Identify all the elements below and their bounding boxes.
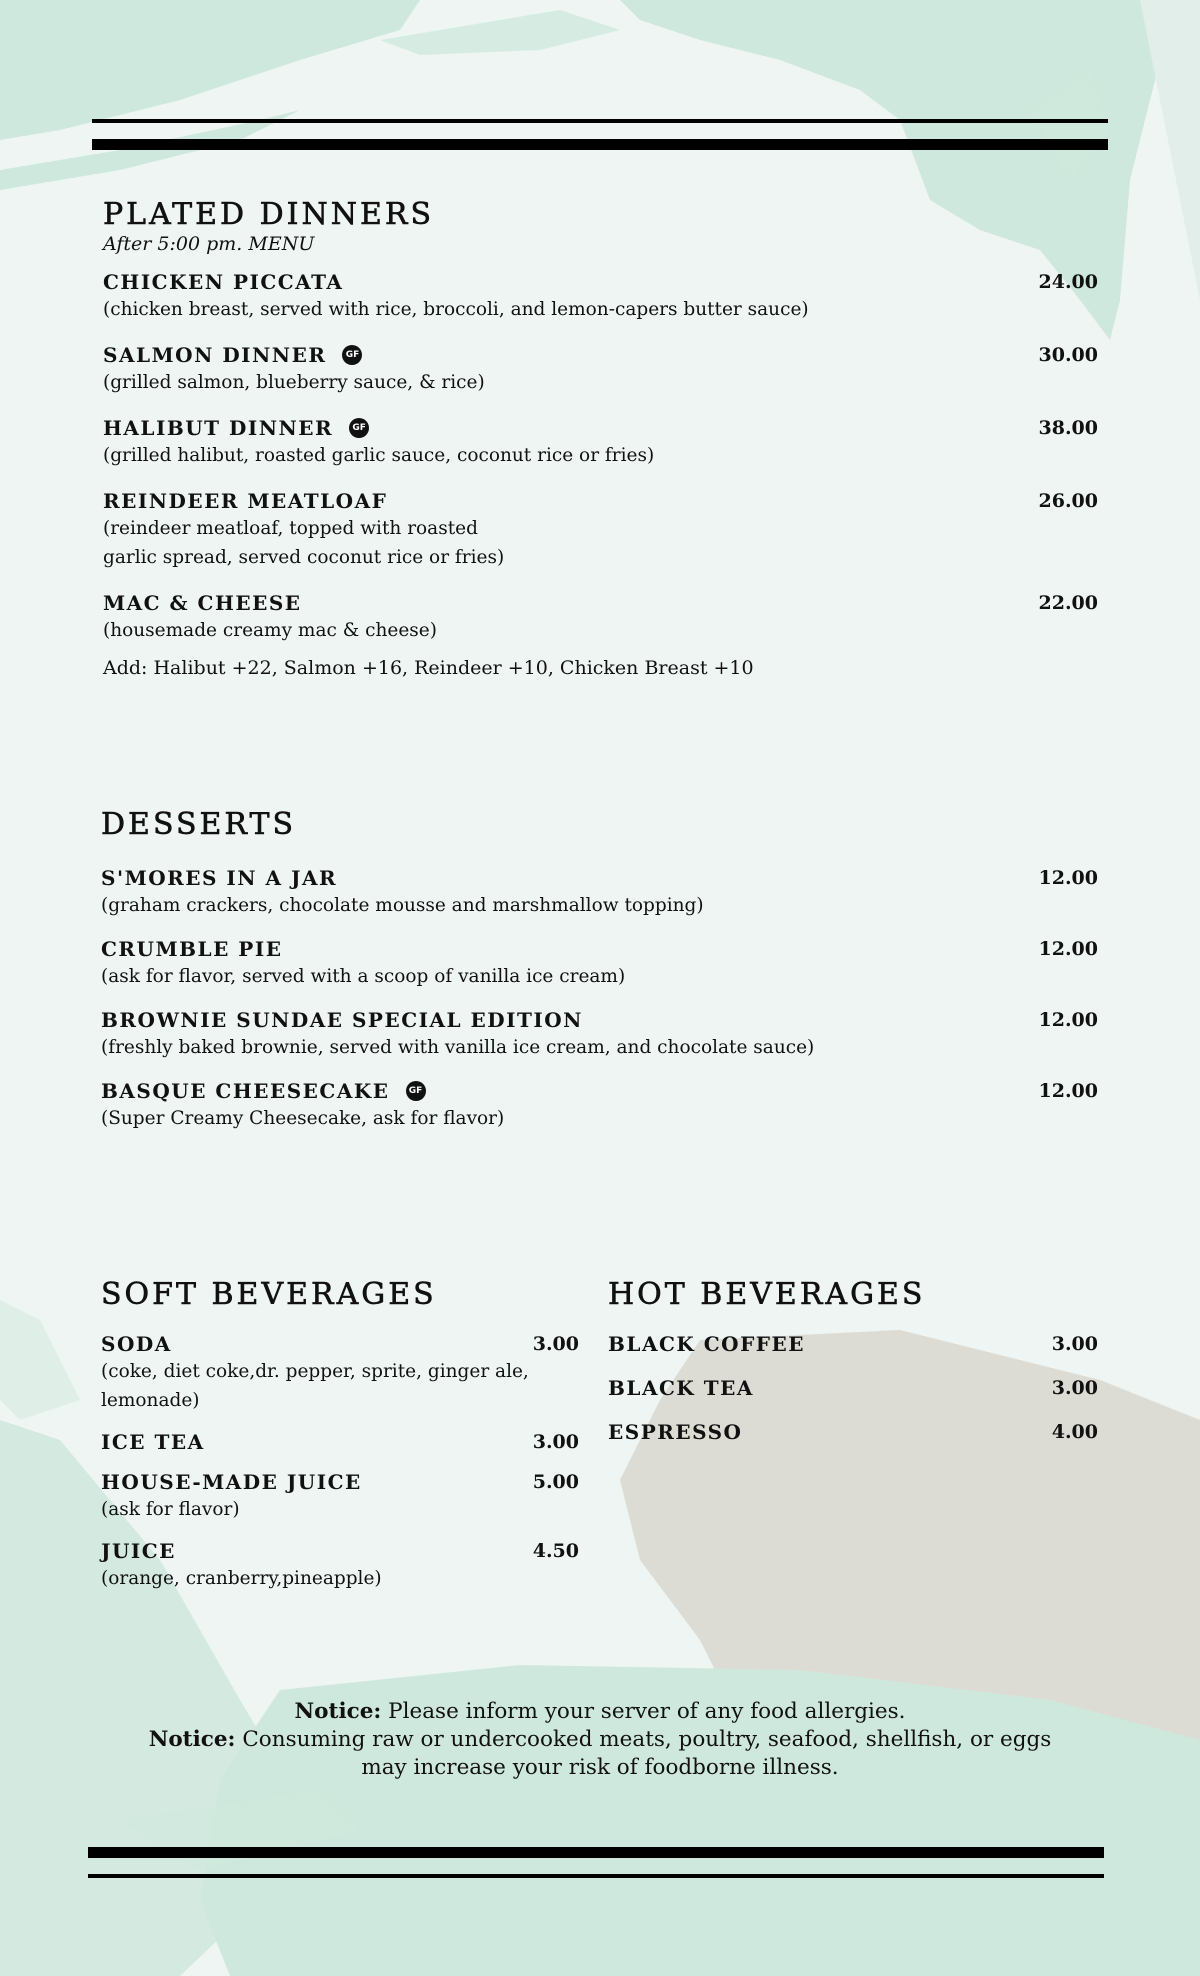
notice-text: Consuming raw or undercooked meats, poultry, seafood, shellfish, or eggs bbox=[235, 1727, 1052, 1752]
item-name bbox=[101, 1007, 1098, 1033]
menu-item bbox=[101, 1078, 1098, 1133]
item-price: 26.00 bbox=[1038, 490, 1098, 512]
item-name bbox=[101, 1429, 579, 1455]
add-on-note: Add: Halibut +22, Salmon +16, Reindeer +10, Chicken Breast +10 bbox=[103, 657, 754, 679]
soft-beverages-section bbox=[101, 1278, 579, 1593]
item-description: (housemade creamy mac & cheese) bbox=[103, 620, 437, 641]
desserts-section bbox=[101, 808, 1098, 1133]
item-name-text: ICE TEA bbox=[101, 1430, 205, 1454]
section-title: SOFT BEVERAGES bbox=[101, 1277, 437, 1312]
item-price: 12.00 bbox=[1038, 1009, 1098, 1031]
item-name bbox=[101, 865, 1098, 891]
item-name bbox=[608, 1419, 1098, 1445]
menu-item bbox=[103, 415, 1098, 470]
menu-item-list bbox=[608, 1331, 1098, 1445]
item-name-text: S'MORES IN A JAR bbox=[101, 866, 338, 890]
top-rule-thick bbox=[92, 139, 1108, 150]
gluten-free-icon: GF bbox=[349, 418, 369, 438]
menu-item bbox=[101, 1538, 579, 1593]
item-description: (chicken breast, served with rice, broccoli, and lemon-capers butter sauce) bbox=[103, 299, 809, 320]
section-subtitle: After 5:00 pm. MENU bbox=[103, 233, 315, 255]
item-description: (ask for flavor) bbox=[101, 1499, 240, 1520]
item-description: (ask for flavor, served with a scoop of vanilla ice cream) bbox=[101, 966, 626, 987]
menu-item bbox=[101, 1007, 1098, 1062]
item-description: lemonade) bbox=[101, 1390, 200, 1411]
item-name bbox=[101, 1331, 579, 1357]
section-title: HOT BEVERAGES bbox=[608, 1277, 926, 1312]
item-name bbox=[103, 269, 1098, 295]
bottom-rule-thin bbox=[88, 1874, 1104, 1878]
notice-text: Please inform your server of any food allergies. bbox=[381, 1699, 906, 1724]
menu-item-list bbox=[101, 865, 1098, 1133]
section-title: DESSERTS bbox=[101, 807, 297, 842]
item-name bbox=[608, 1375, 1098, 1401]
item-name bbox=[103, 590, 1098, 616]
item-description: (orange, cranberry,pineapple) bbox=[101, 1568, 382, 1589]
item-description: (reindeer meatloaf, topped with roasted bbox=[103, 518, 478, 539]
item-description: (freshly baked brownie, served with vanilla ice cream, and chocolate sauce) bbox=[101, 1037, 815, 1058]
item-name-text: REINDEER MEATLOAF bbox=[103, 489, 388, 513]
notice-label: Notice: bbox=[294, 1699, 382, 1724]
item-description: (grilled salmon, blueberry sauce, & rice) bbox=[103, 372, 485, 393]
gluten-free-icon: GF bbox=[406, 1081, 426, 1101]
bottom-rule-thick bbox=[88, 1847, 1104, 1858]
item-name-text: CHICKEN PICCATA bbox=[103, 270, 344, 294]
menu-item bbox=[101, 1429, 579, 1455]
menu-item bbox=[103, 590, 1098, 645]
gluten-free-icon: GF bbox=[342, 345, 362, 365]
item-name-text: JUICE bbox=[101, 1539, 176, 1563]
item-price: 22.00 bbox=[1038, 592, 1098, 614]
item-description: (Super Creamy Cheesecake, ask for flavor) bbox=[101, 1108, 505, 1129]
menu-item bbox=[608, 1331, 1098, 1357]
menu-item bbox=[608, 1419, 1098, 1445]
item-price: 3.00 bbox=[532, 1333, 579, 1355]
item-price: 12.00 bbox=[1038, 867, 1098, 889]
item-name-text: BASQUE CHEESECAKE bbox=[101, 1079, 390, 1103]
item-description: garlic spread, served coconut rice or fries) bbox=[103, 547, 505, 568]
item-price: 5.00 bbox=[532, 1471, 579, 1493]
menu-item bbox=[101, 1331, 579, 1415]
item-name-text: HOUSE-MADE JUICE bbox=[101, 1470, 362, 1494]
item-name bbox=[608, 1331, 1098, 1357]
item-price: 4.50 bbox=[532, 1540, 579, 1562]
item-name bbox=[101, 936, 1098, 962]
item-price: 12.00 bbox=[1038, 1080, 1098, 1102]
menu-item bbox=[103, 269, 1098, 324]
item-name bbox=[103, 415, 1098, 441]
item-name-text: SALMON DINNER bbox=[103, 343, 327, 367]
item-name-text: BLACK TEA bbox=[608, 1376, 754, 1400]
item-name-text: HALIBUT DINNER bbox=[103, 416, 334, 440]
hot-beverages-section bbox=[608, 1278, 1098, 1445]
item-name-text: BLACK COFFEE bbox=[608, 1332, 805, 1356]
item-price: 3.00 bbox=[1051, 1377, 1098, 1399]
item-name-text: BROWNIE SUNDAE SPECIAL EDITION bbox=[101, 1008, 583, 1032]
item-price: 24.00 bbox=[1038, 271, 1098, 293]
item-price: 3.00 bbox=[1051, 1333, 1098, 1355]
menu-item-list bbox=[101, 1331, 579, 1593]
notice-label: Notice: bbox=[148, 1727, 236, 1752]
item-name bbox=[101, 1078, 1098, 1104]
item-price: 3.00 bbox=[532, 1431, 579, 1453]
item-price: 38.00 bbox=[1038, 417, 1098, 439]
item-name bbox=[101, 1538, 579, 1564]
item-name-text: CRUMBLE PIE bbox=[101, 937, 283, 961]
item-name bbox=[103, 342, 1098, 368]
item-name-text: SODA bbox=[101, 1332, 172, 1356]
item-name-text: ESPRESSO bbox=[608, 1420, 743, 1444]
item-price: 30.00 bbox=[1038, 344, 1098, 366]
item-description: (grilled halibut, roasted garlic sauce, coconut rice or fries) bbox=[103, 445, 655, 466]
menu-item-list bbox=[103, 269, 1098, 645]
menu-item bbox=[608, 1375, 1098, 1401]
plated-dinners-section bbox=[103, 198, 1098, 679]
notice-text: may increase your risk of foodborne illness. bbox=[361, 1755, 839, 1780]
menu-item bbox=[101, 936, 1098, 991]
item-name-text: MAC & CHEESE bbox=[103, 591, 302, 615]
item-name bbox=[101, 1469, 579, 1495]
item-price: 4.00 bbox=[1051, 1421, 1098, 1443]
item-price: 12.00 bbox=[1038, 938, 1098, 960]
item-description: (graham crackers, chocolate mousse and marshmallow topping) bbox=[101, 895, 704, 916]
menu-item bbox=[101, 1469, 579, 1524]
menu-item bbox=[103, 342, 1098, 397]
item-name bbox=[103, 488, 1098, 514]
allergy-notice bbox=[100, 1698, 1100, 1782]
menu-item bbox=[103, 488, 1098, 572]
menu-item bbox=[101, 865, 1098, 920]
item-description: (coke, diet coke,dr. pepper, sprite, ginger ale, bbox=[101, 1361, 529, 1382]
top-rule-thin bbox=[92, 119, 1108, 123]
section-title: PLATED DINNERS bbox=[103, 197, 435, 232]
